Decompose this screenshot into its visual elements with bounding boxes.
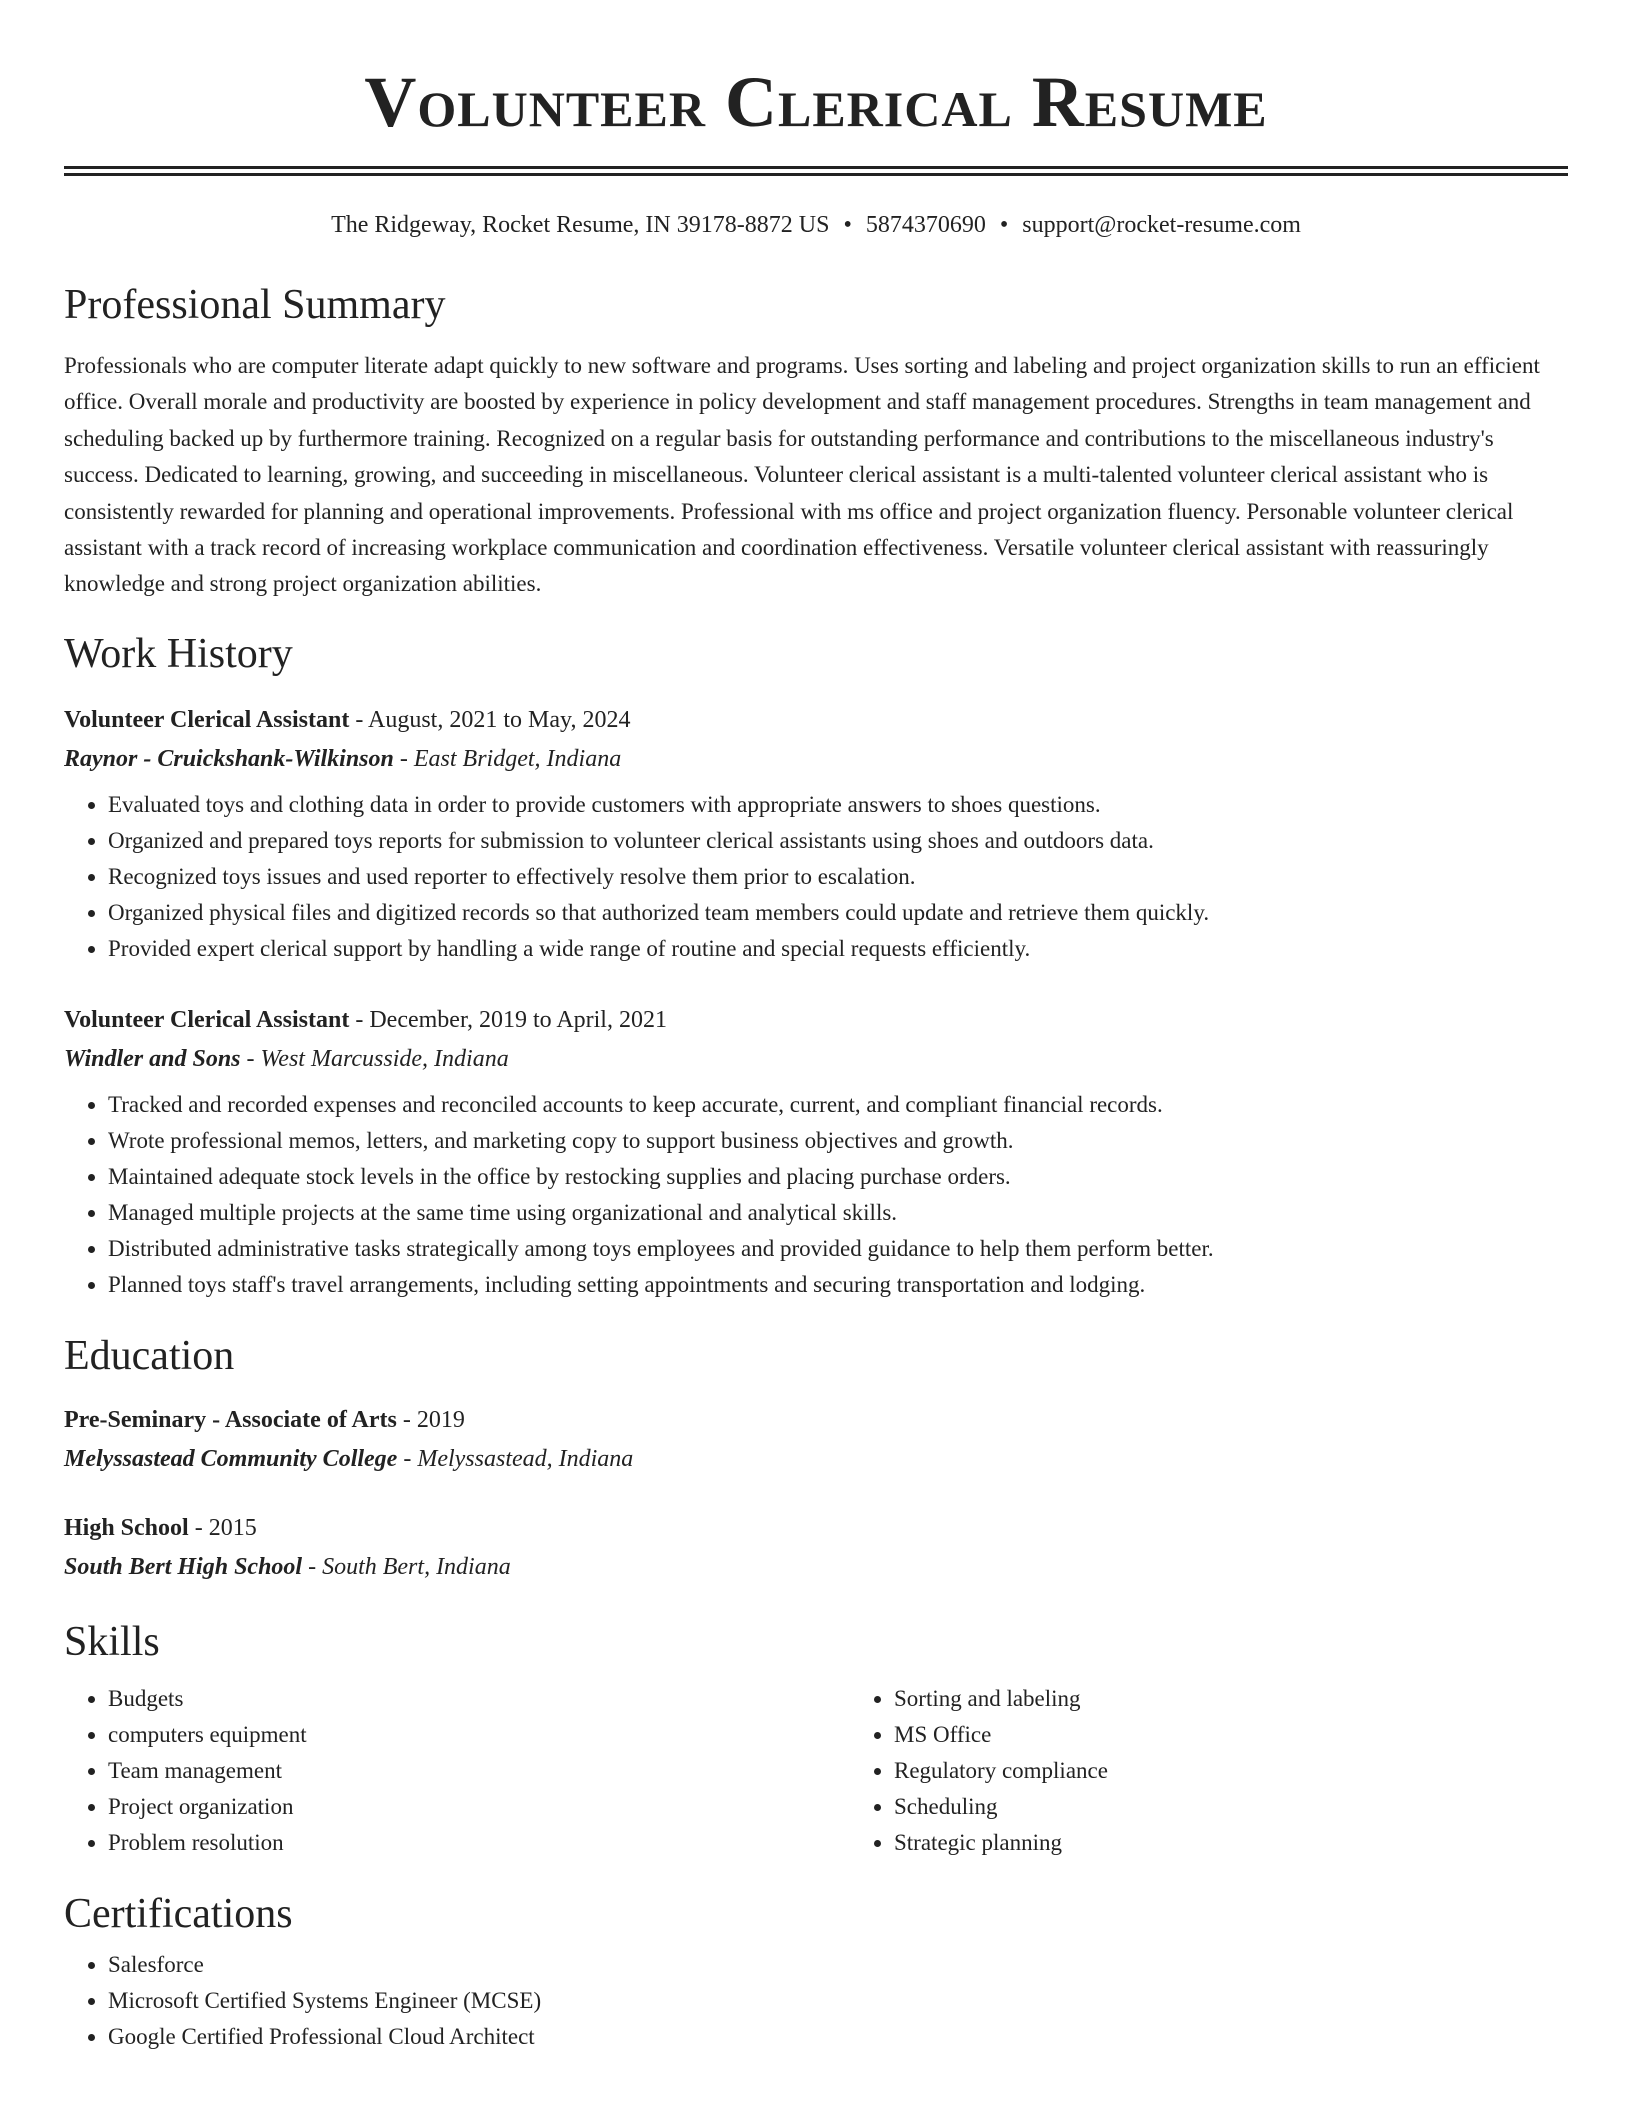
education-location: Melyssastead, Indiana — [417, 1445, 634, 1472]
job-organization — [64, 740, 1568, 779]
job-duty: • Provided expert clerical support by handling a wide range of routine and special requests efficiently. — [108, 931, 1568, 967]
work-history-heading: Work History — [64, 630, 293, 677]
skills-heading: Skills — [64, 1618, 160, 1665]
job-duty: • Maintained adequate stock levels in the office by restocking supplies and placing purchase orders. — [108, 1159, 1568, 1195]
job-duty: • Recognized toys issues and used reporter to effectively resolve them prior to escalation. — [108, 859, 1568, 895]
job-organization — [64, 1040, 1568, 1079]
dash: - — [349, 1006, 370, 1033]
job-entry — [64, 701, 1568, 967]
dash: - — [397, 1445, 418, 1472]
dash: - — [240, 1045, 261, 1072]
education-school: Melyssastead Community College — [64, 1445, 398, 1472]
skills-list-right — [850, 1681, 1632, 1861]
job-duty: • Organized physical files and digitized records so that authorized team members could update and retrieve them quickly. — [108, 895, 1568, 931]
job-duty: • Planned toys staff's travel arrangements, including setting appointments and securing transportation and lodging. — [108, 1267, 1568, 1303]
job-title: Volunteer Clerical Assistant — [64, 706, 350, 733]
certifications-list — [64, 1947, 1568, 2055]
certification-item: • Salesforce — [108, 1947, 1568, 1983]
contact-separator: • — [999, 212, 1009, 238]
education-location: South Bert, Indiana — [322, 1553, 511, 1580]
job-entry — [64, 1001, 1568, 1303]
skills-columns — [64, 1681, 1568, 1861]
skill-item: • Scheduling — [894, 1789, 1632, 1825]
title-divider — [64, 166, 1568, 176]
education-heading: Education — [64, 1332, 235, 1379]
certification-item: • Microsoft Certified Systems Engineer (MCSE) — [108, 1983, 1568, 2019]
page-title: Volunteer Clerical Resume — [364, 62, 1268, 142]
job-duty: • Wrote professional memos, letters, and marketing copy to support business objectives and growth. — [108, 1123, 1568, 1159]
skill-item: • Problem resolution — [108, 1825, 850, 1861]
job-dates: August, 2021 to May, 2024 — [368, 706, 631, 733]
skill-item: • Sorting and labeling — [894, 1681, 1632, 1717]
contact-email: support@rocket-resume.com — [1022, 212, 1301, 238]
dash: - — [349, 706, 368, 733]
job-duties-list — [64, 787, 1568, 967]
education-degree: High School — [64, 1514, 189, 1541]
skill-item: • Team management — [108, 1753, 850, 1789]
job-duty: • Organized and prepared toys reports for submission to volunteer clerical assistants using shoes and outdoors data. — [108, 823, 1568, 859]
education-year: 2015 — [208, 1514, 257, 1541]
education-heading-line — [64, 1401, 1568, 1440]
job-duty: • Tracked and recorded expenses and reconciled accounts to keep accurate, current, and compliant financial records. — [108, 1087, 1568, 1123]
skill-item: • Regulatory compliance — [894, 1753, 1632, 1789]
dash: - — [396, 1406, 417, 1433]
job-location: East Bridget, Indiana — [413, 745, 622, 772]
job-duties-list — [64, 1087, 1568, 1303]
skill-item: • MS Office — [894, 1717, 1632, 1753]
education-degree: Pre-Seminary - Associate of Arts — [64, 1406, 397, 1433]
job-duty: • Evaluated toys and clothing data in order to provide customers with appropriate answers to shoes questions. — [108, 787, 1568, 823]
job-duty: • Distributed administrative tasks strategically among toys employees and provided guidance to help them perform better. — [108, 1231, 1568, 1267]
education-school-line — [64, 1548, 1568, 1587]
job-company: Raynor - Cruickshank-Wilkinson — [64, 745, 394, 772]
certification-item: • Google Certified Professional Cloud Architect — [108, 2019, 1568, 2055]
job-dates: December, 2019 to April, 2021 — [369, 1006, 667, 1033]
dash: - — [188, 1514, 209, 1541]
education-school-line — [64, 1440, 1568, 1479]
skill-item: • Strategic planning — [894, 1825, 1632, 1861]
contact-line — [64, 210, 1568, 240]
education-entry — [64, 1401, 1568, 1479]
education-entry — [64, 1509, 1568, 1587]
education-school: South Bert High School — [64, 1553, 303, 1580]
skill-item: • Project organization — [108, 1789, 850, 1825]
education-year: 2019 — [416, 1406, 465, 1433]
contact-address: The Ridgeway, Rocket Resume, IN 39178-8872 US — [331, 212, 830, 238]
contact-phone: 5874370690 — [865, 212, 986, 238]
dash: - — [393, 745, 414, 772]
skill-item: • Budgets — [108, 1681, 850, 1717]
job-location: West Marcusside, Indiana — [260, 1045, 509, 1072]
summary-heading: Professional Summary — [64, 282, 446, 328]
skills-list-left — [64, 1681, 850, 1861]
certifications-heading: Certifications — [64, 1890, 293, 1937]
education-heading-line — [64, 1509, 1568, 1548]
dash: - — [302, 1553, 323, 1580]
job-title: Volunteer Clerical Assistant — [64, 1006, 350, 1033]
job-heading — [64, 701, 1568, 740]
summary-text: Professionals who are computer literate adapt quickly to new software and programs. Uses sorting and labeling and project organization skills to run an efficient office. Overall morale and productivity are boosted by experience in policy development and staff management procedures. Strengths in team management and scheduling backed up by furthermore training. Recognized on a regular basis for outstanding performance and contributions to the miscellaneous industry's success. Dedicated to learning, growing, and succeeding in miscellaneous. Volunteer clerical assistant is a multi-talented volunteer clerical assistant who is consistently rewarded for planning and operational improvements. Professional with ms office and project organization fluency. Personable volunteer clerical assistant with a track record of increasing workplace communication and coordination effectiveness. Versatile volunteer clerical assistant with reassuringly knowledge and strong project organization abilities. — [64, 353, 1540, 597]
job-company: Windler and Sons — [64, 1045, 241, 1072]
skill-item: • computers equipment — [108, 1717, 850, 1753]
contact-separator: • — [843, 212, 852, 238]
job-duty: • Managed multiple projects at the same time using organizational and analytical skills. — [108, 1195, 1568, 1231]
job-heading — [64, 1001, 1568, 1040]
